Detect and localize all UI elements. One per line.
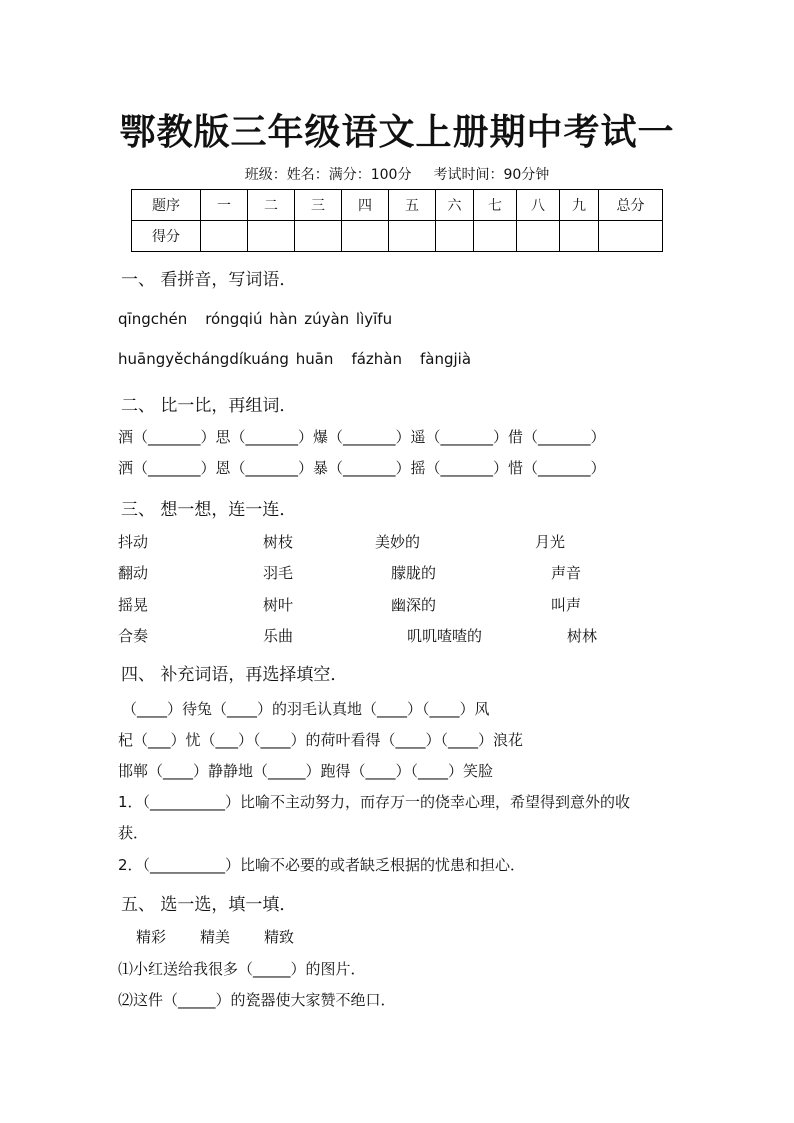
section-1-heading: 一、 看拼音，写词语． bbox=[121, 270, 297, 290]
pinyin-item: qīngchén bbox=[118, 310, 188, 328]
match-col3-item: 幽深的 bbox=[391, 596, 437, 614]
header-cell: 题序 bbox=[132, 190, 201, 221]
section-4-heading: 四、 补充词语，再选择填空． bbox=[121, 665, 348, 685]
section-5-heading: 五、 选一选，填一填． bbox=[121, 895, 297, 915]
header-cell: 九 bbox=[560, 190, 599, 221]
score-cell bbox=[389, 221, 436, 252]
fill-line-3: 邯郸（____）静静地（_____）跑得（____）（____）笑脸 bbox=[118, 762, 494, 780]
match-col2-item: 羽毛 bbox=[263, 564, 294, 582]
pinyin-line-1 bbox=[118, 310, 410, 328]
score-row-label: 得分 bbox=[132, 221, 201, 252]
match-col1-item: 抖动 bbox=[118, 533, 149, 551]
compare-line-2: 洒（_______）恩（_______）暴（_______）摇（_______）惜（_______） bbox=[118, 459, 606, 477]
word-option: 精致 bbox=[264, 928, 295, 946]
exam-info bbox=[0, 164, 794, 184]
score-cell bbox=[295, 221, 342, 252]
section-2-heading: 二、 比一比，再组词． bbox=[121, 396, 297, 416]
word-option: 精美 bbox=[200, 928, 231, 946]
score-cell bbox=[342, 221, 389, 252]
pinyin-line-2 bbox=[118, 350, 489, 368]
score-cell bbox=[517, 221, 560, 252]
pinyin-item: róngqiú hàn zúyàn lìyīfu bbox=[205, 310, 393, 328]
match-col1-item: 摇晃 bbox=[118, 596, 149, 614]
match-col4-item: 月光 bbox=[535, 533, 566, 551]
score-cell bbox=[474, 221, 517, 252]
question-1-line-1: 1．（__________）比喻不主动努力，而存万一的侥幸心理，希望得到意外的收 bbox=[118, 793, 631, 811]
question-2: 2．（__________）比喻不必要的或者缺乏根据的忧患和担心． bbox=[118, 856, 526, 874]
header-cell: 四 bbox=[342, 190, 389, 221]
match-col2-item: 树枝 bbox=[263, 533, 294, 551]
match-col1-item: 合奏 bbox=[118, 627, 149, 645]
fill-question-1: ⑴小红送给我很多（_____）的图片． bbox=[118, 960, 366, 978]
section-3-heading: 三、 想一想，连一连． bbox=[121, 500, 297, 520]
score-cell bbox=[201, 221, 248, 252]
header-cell: 二 bbox=[248, 190, 295, 221]
fill-line-1: （____）待兔（____）的羽毛认真地（____）（____）风 bbox=[122, 700, 490, 718]
question-1-line-2: 获． bbox=[118, 824, 149, 842]
header-cell: 五 bbox=[389, 190, 436, 221]
score-cell bbox=[560, 221, 599, 252]
exam-info-left: 班级：姓名：满分：100分 bbox=[244, 167, 412, 183]
header-cell: 三 bbox=[295, 190, 342, 221]
score-table bbox=[131, 189, 663, 252]
score-cell bbox=[436, 221, 474, 252]
score-cell bbox=[599, 221, 663, 252]
word-option: 精彩 bbox=[136, 928, 167, 946]
page-title: 鄂教版三年级语文上册期中考试一 bbox=[119, 111, 675, 153]
match-col4-item: 叫声 bbox=[551, 596, 582, 614]
match-col2-item: 树叶 bbox=[263, 596, 294, 614]
fill-question-2: ⑵这件（_____）的瓷器使大家赞不绝口． bbox=[118, 991, 396, 1009]
header-cell: 八 bbox=[517, 190, 560, 221]
match-col4-item: 树林 bbox=[567, 627, 598, 645]
pinyin-item: fàngjià bbox=[420, 350, 472, 368]
pinyin-item: fázhàn bbox=[351, 350, 402, 368]
header-cell: 六 bbox=[436, 190, 474, 221]
score-cell bbox=[248, 221, 295, 252]
match-col3-item: 叽叽喳喳的 bbox=[407, 627, 483, 645]
match-col4-item: 声音 bbox=[551, 564, 582, 582]
compare-line-1: 酒（_______）思（_______）爆（_______）遥（_______）借（_______） bbox=[118, 428, 606, 446]
fill-line-2: 杞（___）忧（___）（____）的荷叶看得（____）（____）浪花 bbox=[118, 731, 524, 749]
match-col3-item: 美妙的 bbox=[375, 533, 421, 551]
header-cell: 总分 bbox=[599, 190, 663, 221]
pinyin-item: huāngyěchángdíkuáng huān bbox=[118, 350, 334, 368]
header-cell: 七 bbox=[474, 190, 517, 221]
score-table-score-row bbox=[132, 221, 663, 252]
exam-info-right: 考试时间：90分钟 bbox=[433, 167, 550, 183]
match-col1-item: 翻动 bbox=[118, 564, 149, 582]
header-cell: 一 bbox=[201, 190, 248, 221]
match-col2-item: 乐曲 bbox=[263, 627, 294, 645]
match-col3-item: 朦胧的 bbox=[391, 564, 437, 582]
score-table-header-row bbox=[132, 190, 663, 221]
